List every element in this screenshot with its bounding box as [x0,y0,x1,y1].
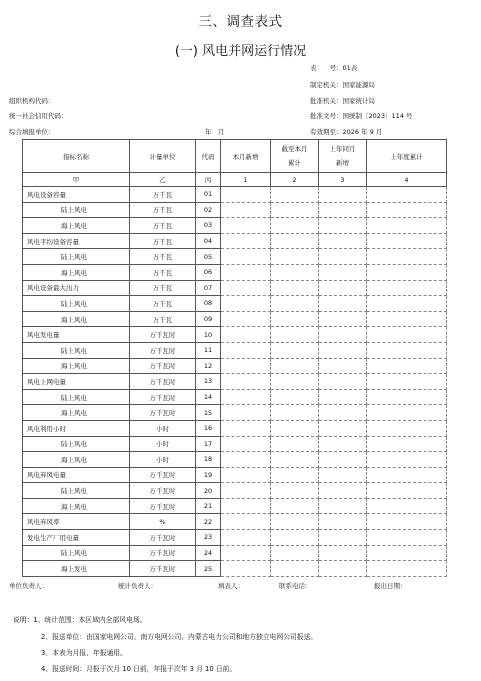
month-new-cell[interactable] [221,483,271,499]
survey-table [22,139,447,577]
table-row [23,483,447,499]
unit-cell: 万千瓦 [130,249,196,265]
code-cell: 04 [196,233,221,249]
unit-cell: 万千瓦 [130,296,196,312]
month-new-cell[interactable] [221,561,271,577]
prev-year-cell[interactable] [367,264,447,280]
cum-new-cell[interactable] [271,561,319,577]
header-prev-year: 上年度累计 [367,140,447,173]
prev-month-cell[interactable] [319,514,367,530]
prev-year-cell[interactable] [367,530,447,546]
cum-new-cell[interactable] [271,545,319,561]
indicator-name: 陆上风电 [23,436,130,452]
prev-month-cell[interactable] [319,311,367,327]
note-line: 2、报送单位：由国家电网公司、南方电网公司、内蒙古电力公司和地方独立电网公司报送。 [41,633,318,641]
cum-new-cell[interactable] [271,358,319,374]
code-cell: 05 [196,249,221,265]
month-new-cell[interactable] [221,420,271,436]
indicator-name: 陆上风电 [23,483,130,499]
table-row [23,264,447,280]
code-cell: 19 [196,467,221,483]
code-cell: 01 [196,187,221,203]
table-row [23,342,447,358]
month-new-cell[interactable] [221,530,271,546]
unit-cell: 万千瓦时 [130,545,196,561]
code-cell: 06 [196,264,221,280]
prev-year-cell[interactable] [367,202,447,218]
page-title: 三、调查表式 [198,14,283,30]
cum-new-cell[interactable] [271,374,319,390]
indicator-name: 海上风电 [23,405,130,421]
prev-month-cell[interactable] [319,296,367,312]
table-number: 表 号：01表 [310,64,358,72]
code-cell: 17 [196,436,221,452]
code-cell: 22 [196,514,221,530]
prev-year-cell[interactable] [367,374,447,390]
year-month: 年 月 [205,128,225,136]
indicator-name: 海上发电 [23,561,130,577]
cum-new-cell[interactable] [271,280,319,296]
indicator-name: 陆上风电 [23,545,130,561]
code-cell: 15 [196,405,221,421]
prev-year-cell[interactable] [367,249,447,265]
prev-year-cell[interactable] [367,389,447,405]
header-name: 指标名称 [23,140,130,173]
prev-year-cell[interactable] [367,452,447,468]
unit-cell: 万千瓦 [130,202,196,218]
cum-new-cell[interactable] [271,483,319,499]
month-new-cell[interactable] [221,358,271,374]
prev-year-cell[interactable] [367,187,447,203]
table-row [23,358,447,374]
prev-month-cell[interactable] [319,530,367,546]
unit-cell: 万千瓦 [130,218,196,234]
table-row [23,389,447,405]
month-new-cell[interactable] [221,296,271,312]
prev-year-cell[interactable] [367,233,447,249]
note-line: 说明：1、统计范围：本区域内全部风电场。 [13,616,147,624]
unit-cell: 万千瓦 [130,264,196,280]
prev-month-cell[interactable] [319,467,367,483]
month-new-cell[interactable] [221,327,271,343]
month-new-cell[interactable] [221,389,271,405]
month-new-cell[interactable] [221,342,271,358]
prev-year-cell[interactable] [367,514,447,530]
code-cell: 11 [196,342,221,358]
month-new-cell[interactable] [221,218,271,234]
table-row [23,296,447,312]
prev-year-cell[interactable] [367,342,447,358]
month-new-cell[interactable] [221,264,271,280]
cum-new-cell[interactable] [271,296,319,312]
indicator-name: 风电弃风率 [23,514,130,530]
month-new-cell[interactable] [221,498,271,514]
prev-month-cell[interactable] [319,374,367,390]
table-header-row [23,140,447,173]
cum-new-cell[interactable] [271,436,319,452]
table-row [23,202,447,218]
cum-new-cell[interactable] [271,233,319,249]
indicator-name: 风电弃风电量 [23,467,130,483]
unit-cell: 万千瓦 [130,187,196,203]
page-subtitle: (一) 风电并网运行情况 [174,44,307,59]
prev-month-cell[interactable] [319,389,367,405]
indicator-name: 风电利用小时 [23,420,130,436]
org-code: 组织机构代码： [9,97,55,105]
indicator-name: 陆上风电 [23,296,130,312]
indicator-name: 风电上网电量 [23,374,130,390]
prev-month-cell[interactable] [319,249,367,265]
unit-cell: 万千瓦时 [130,483,196,499]
table-row [23,218,447,234]
cum-new-cell[interactable] [271,405,319,421]
header-prev-month: 上年同月 新增 [319,140,367,173]
unit-cell: 万千瓦时 [130,405,196,421]
unit-cell: 万千瓦时 [130,530,196,546]
indicator-name: 陆上风电 [23,202,130,218]
unit-cell: 万千瓦时 [130,561,196,577]
indicator-name: 海上风电 [23,311,130,327]
indicator-name: 海上风电 [23,498,130,514]
cum-new-cell[interactable] [271,498,319,514]
prev-month-cell[interactable] [319,264,367,280]
prev-month-cell[interactable] [319,280,367,296]
code-cell: 08 [196,296,221,312]
prev-month-cell[interactable] [319,483,367,499]
unit-cell: 万千瓦时 [130,498,196,514]
cum-new-cell[interactable] [271,530,319,546]
header-unit: 计量单位 [130,140,196,173]
code-cell: 25 [196,561,221,577]
table-row [23,545,447,561]
note-line: 4、报送时间：月报于次月 10 日前，年报于次年 3 月 10 日前。 [41,665,237,673]
prev-month-cell[interactable] [319,436,367,452]
table-row [23,327,447,343]
code-cell: 03 [196,218,221,234]
cum-new-cell[interactable] [271,202,319,218]
cum-new-cell[interactable] [271,311,319,327]
prev-year-cell[interactable] [367,280,447,296]
month-new-cell[interactable] [221,187,271,203]
authority: 制定机关：国家能源局 [310,81,375,89]
unit-cell: 万千瓦时 [130,467,196,483]
table-row [23,249,447,265]
prev-month-cell[interactable] [319,233,367,249]
table-row [23,561,447,577]
unit-cell: 万千瓦 [130,280,196,296]
prev-year-cell[interactable] [367,358,447,374]
prev-year-cell[interactable] [367,483,447,499]
prev-month-cell[interactable] [319,327,367,343]
prev-month-cell[interactable] [319,218,367,234]
prev-month-cell[interactable] [319,342,367,358]
indicator-name: 海上风电 [23,358,130,374]
prev-year-cell[interactable] [367,561,447,577]
code-cell: 14 [196,389,221,405]
indicator-name: 陆上风电 [23,342,130,358]
table-row [23,498,447,514]
code-cell: 13 [196,374,221,390]
prev-month-cell[interactable] [319,202,367,218]
footer-filler: 填表人： [218,582,244,590]
table-row [23,467,447,483]
unit-cell: 小时 [130,420,196,436]
table-row [23,420,447,436]
unit-cell: 小时 [130,452,196,468]
month-new-cell[interactable] [221,452,271,468]
footer-stat-head: 统计负责人： [118,582,157,590]
cum-new-cell[interactable] [271,467,319,483]
indicator-name: 风电设备最大出力 [23,280,130,296]
indicator-name: 海上风电 [23,264,130,280]
prev-year-cell[interactable] [367,498,447,514]
month-new-cell[interactable] [221,280,271,296]
index-cell: 3 [319,173,367,187]
month-new-cell[interactable] [221,374,271,390]
month-new-cell[interactable] [221,249,271,265]
indicator-name: 陆上风电 [23,249,130,265]
credit-code: 统一社会信用代码： [9,112,68,120]
indicator-name: 风电平均设备容量 [23,233,130,249]
prev-year-cell[interactable] [367,296,447,312]
month-new-cell[interactable] [221,202,271,218]
code-cell: 09 [196,311,221,327]
prev-year-cell[interactable] [367,327,447,343]
month-new-cell[interactable] [221,467,271,483]
prev-month-cell[interactable] [319,358,367,374]
unit-cell: 万千瓦时 [130,389,196,405]
prev-month-cell[interactable] [319,187,367,203]
unit-cell: 小时 [130,436,196,452]
indicator-name: 发电生产厂用电量 [23,530,130,546]
table-row [23,280,447,296]
cum-new-cell[interactable] [271,218,319,234]
prev-month-cell[interactable] [319,420,367,436]
indicator-name: 陆上风电 [23,389,130,405]
index-cell: 甲 [23,173,130,187]
footer-date: 报出日期： [374,582,407,590]
table-row [23,514,447,530]
cum-new-cell[interactable] [271,452,319,468]
header-month-new: 本月新增 [221,140,271,173]
indicator-name: 海上风电 [23,218,130,234]
approver: 批准机关：国家统计局 [310,97,375,105]
cum-new-cell[interactable] [271,249,319,265]
code-cell: 16 [196,420,221,436]
code-cell: 07 [196,280,221,296]
code-cell: 12 [196,358,221,374]
index-cell: 1 [221,173,271,187]
prev-year-cell[interactable] [367,218,447,234]
prev-year-cell[interactable] [367,405,447,421]
index-cell: 丙 [196,173,221,187]
table-row [23,233,447,249]
unit-cell: 万千瓦时 [130,327,196,343]
code-cell: 02 [196,202,221,218]
prev-month-cell[interactable] [319,545,367,561]
cum-new-cell[interactable] [271,187,319,203]
index-cell: 2 [271,173,319,187]
cum-new-cell[interactable] [271,389,319,405]
month-new-cell[interactable] [221,436,271,452]
unit-cell: 万千瓦时 [130,358,196,374]
prev-year-cell[interactable] [367,311,447,327]
footer-phone: 联系电话： [279,582,312,590]
indicator-name: 风电发电量 [23,327,130,343]
code-cell: 20 [196,483,221,499]
code-cell: 23 [196,530,221,546]
table-row [23,187,447,203]
footer-unit-head: 单位负责人： [9,582,48,590]
month-new-cell[interactable] [221,514,271,530]
unit-cell: 万千瓦 [130,233,196,249]
month-new-cell[interactable] [221,311,271,327]
cum-new-cell[interactable] [271,514,319,530]
prev-year-cell[interactable] [367,436,447,452]
header-code: 代码 [196,140,221,173]
code-cell: 18 [196,452,221,468]
cum-new-cell[interactable] [271,420,319,436]
approval-number: 批准文号：国统制〔2023〕114 号 [310,112,413,120]
header-cum-new: 截至本月 累计 [271,140,319,173]
code-cell: 10 [196,327,221,343]
prev-month-cell[interactable] [319,405,367,421]
validity: 有效期至：2026 年 9 月 [310,128,383,136]
cum-new-cell[interactable] [271,264,319,280]
prev-year-cell[interactable] [367,467,447,483]
prev-year-cell[interactable] [367,545,447,561]
note-line: 3、本表为月报、年报通用。 [41,649,127,657]
code-cell: 21 [196,498,221,514]
prev-month-cell[interactable] [319,452,367,468]
index-cell: 乙 [130,173,196,187]
code-cell: 24 [196,545,221,561]
prev-month-cell[interactable] [319,561,367,577]
indicator-name: 海上风电 [23,452,130,468]
month-new-cell[interactable] [221,233,271,249]
cum-new-cell[interactable] [271,327,319,343]
table-row [23,374,447,390]
unit-cell: 万千瓦 [130,311,196,327]
month-new-cell[interactable] [221,405,271,421]
table-row [23,452,447,468]
unit-cell: 万千瓦时 [130,342,196,358]
prev-year-cell[interactable] [367,420,447,436]
cum-new-cell[interactable] [271,342,319,358]
table-row [23,436,447,452]
table-row [23,405,447,421]
reporting-unit: 综合填报单位： [9,128,55,136]
unit-cell: % [130,514,196,530]
indicator-name: 风电设备容量 [23,187,130,203]
unit-cell: 万千瓦时 [130,374,196,390]
table-row [23,530,447,546]
table-index-row [23,173,447,187]
month-new-cell[interactable] [221,545,271,561]
prev-month-cell[interactable] [319,498,367,514]
index-cell: 4 [367,173,447,187]
table-row [23,311,447,327]
